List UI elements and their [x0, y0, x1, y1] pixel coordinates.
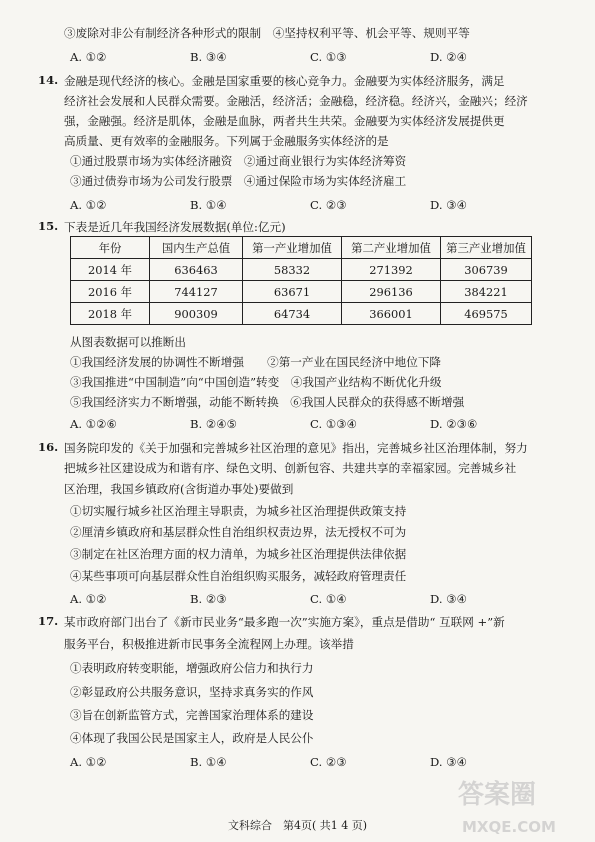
table-row	[71, 303, 532, 325]
option-d: D. ③④	[430, 198, 468, 212]
option-b: B. ②④⑤	[190, 417, 238, 431]
table-cell: 306739	[441, 259, 532, 281]
option-c: C. ①③④	[310, 417, 358, 431]
option-a: A. ①②	[70, 592, 107, 606]
table-row	[71, 281, 532, 303]
question-16-number: 16.	[38, 440, 59, 454]
question-14-number: 14.	[38, 73, 59, 87]
table-cell: 744127	[150, 281, 243, 303]
table-header-cell: 国内生产总值	[150, 237, 243, 259]
option-c: C. ①④	[310, 592, 347, 606]
question-16-item: ④某些事项可向基层群众性自治组织购买服务，减轻政府管理责任	[70, 569, 407, 583]
table-header-row	[71, 237, 532, 259]
option-a: A. ①②	[70, 50, 107, 64]
question-14-line: 金融是现代经济的核心。金融是国家重要的核心竞争力。金融要为实体经济服务，满足	[64, 74, 505, 88]
watermark-url: MXQE.COM	[462, 818, 556, 836]
question-15-item: ③我国推进“中国制造”向“中国创造”转变 ④我国产业结构不断优化升级	[70, 375, 442, 389]
option-c: C. ②③	[310, 755, 347, 769]
option-a: A. ①②	[70, 198, 107, 212]
table-cell: 2014 年	[71, 259, 150, 281]
table-cell: 469575	[441, 303, 532, 325]
question-14-line: 高质量、更有效率的金融服务。下列属于金融服务实体经济的是	[64, 134, 389, 148]
question-15-intro: 下表是近几年我国经济发展数据(单位:亿元)	[64, 220, 286, 234]
option-c: C. ①③	[310, 50, 347, 64]
option-a: A. ①②	[70, 755, 107, 769]
table-cell: 63671	[243, 281, 342, 303]
question-15-item: ①我国经济发展的协调性不断增强 ②第一产业在国民经济中地位下降	[70, 355, 442, 369]
table-header-cell: 年份	[71, 237, 150, 259]
question-16-item: ①切实履行城乡社区治理主导职责，为城乡社区治理提供政策支持	[70, 504, 407, 518]
question-15-item: ⑤我国经济实力不断增强，动能不断转换 ⑥我国人民群众的获得感不断增强	[70, 395, 465, 409]
question-14-item: ③通过债券市场为公司发行股票 ④通过保险市场为实体经济雇工	[70, 174, 407, 188]
option-b: B. ①④	[190, 755, 227, 769]
question-15-lead: 从图表数据可以推断出	[70, 335, 186, 349]
question-17-item: ④体现了我国公民是国家主人，政府是人民公仆	[70, 731, 314, 745]
question-16-line: 把城乡社区建设成为和谐有序、绿色文明、创新包容、共建共享的幸福家园。完善城乡社	[64, 461, 517, 475]
option-d: D. ②③⑥	[430, 417, 478, 431]
option-c: C. ②③	[310, 198, 347, 212]
question-17-line: 某市政府部门出台了《新市民业务“最多跑一次”实施方案》，重点是借助“ 互联网 +”新	[64, 615, 505, 629]
question-16-item: ②厘清乡镇政府和基层群众性自治组织权责边界，法无授权不可为	[70, 525, 407, 539]
page-footer: 文科综合 第4页( 共1 4 页)	[227, 819, 368, 832]
table-header-cell: 第一产业增加值	[243, 237, 342, 259]
option-a: A. ①②⑥	[70, 417, 117, 431]
table-cell: 2018 年	[71, 303, 150, 325]
table-row	[71, 259, 532, 281]
question-15-number: 15.	[38, 219, 59, 233]
question-16-line: 区治理，我国乡镇政府(含街道办事处)要做到	[64, 482, 294, 496]
question-17-line: 服务平台，积极推进新市民事务全流程网上办理。该举措	[64, 637, 354, 651]
question-14-line: 经济社会发展和人民群众需要。金融活，经济活；金融稳，经济稳。经济兴，金融兴；经济	[64, 94, 528, 108]
question-14-item: ①通过股票市场为实体经济融资 ②通过商业银行为实体经济筹资	[70, 154, 407, 168]
table-cell: 366001	[342, 303, 441, 325]
table-cell: 296136	[342, 281, 441, 303]
option-d: D. ②④	[430, 50, 468, 64]
table-cell: 2016 年	[71, 281, 150, 303]
option-d: D. ③④	[430, 592, 468, 606]
question-17-item: ①表明政府转变职能，增强政府公信力和执行力	[70, 661, 314, 675]
table-cell: 271392	[342, 259, 441, 281]
question-16-line: 国务院印发的《关于加强和完善城乡社区治理的意见》指出，完善城乡社区治理体制，努力	[64, 441, 528, 455]
table-cell: 636463	[150, 259, 243, 281]
option-b: B. ③④	[190, 50, 227, 64]
table-cell: 58332	[243, 259, 342, 281]
table-cell: 900309	[150, 303, 243, 325]
table-cell: 384221	[441, 281, 532, 303]
option-d: D. ③④	[430, 755, 468, 769]
option-b: B. ②③	[190, 592, 227, 606]
question-17-item: ②彰显政府公共服务意识，坚持求真务实的作风	[70, 685, 314, 699]
question-14-line: 强，金融强。经济是肌体，金融是血脉，两者共生共荣。金融要为实体经济发展提供更	[64, 114, 505, 128]
question-17-number: 17.	[38, 614, 59, 628]
economic-data-table	[70, 236, 532, 325]
option-b: B. ①④	[190, 198, 227, 212]
question-16-item: ③制定在社区治理方面的权力清单，为城乡社区治理提供法律依据	[70, 547, 407, 561]
watermark-logo-text: 答案圈	[458, 780, 537, 810]
table-cell: 64734	[243, 303, 342, 325]
table-header-cell: 第三产业增加值	[441, 237, 532, 259]
question-17-item: ③旨在创新监管方式，完善国家治理体系的建设	[70, 708, 314, 722]
table-header-cell: 第二产业增加值	[342, 237, 441, 259]
top-item-line: ③废除对非公有制经济各种形式的限制 ④坚持权利平等、机会平等、规则平等	[64, 26, 470, 40]
